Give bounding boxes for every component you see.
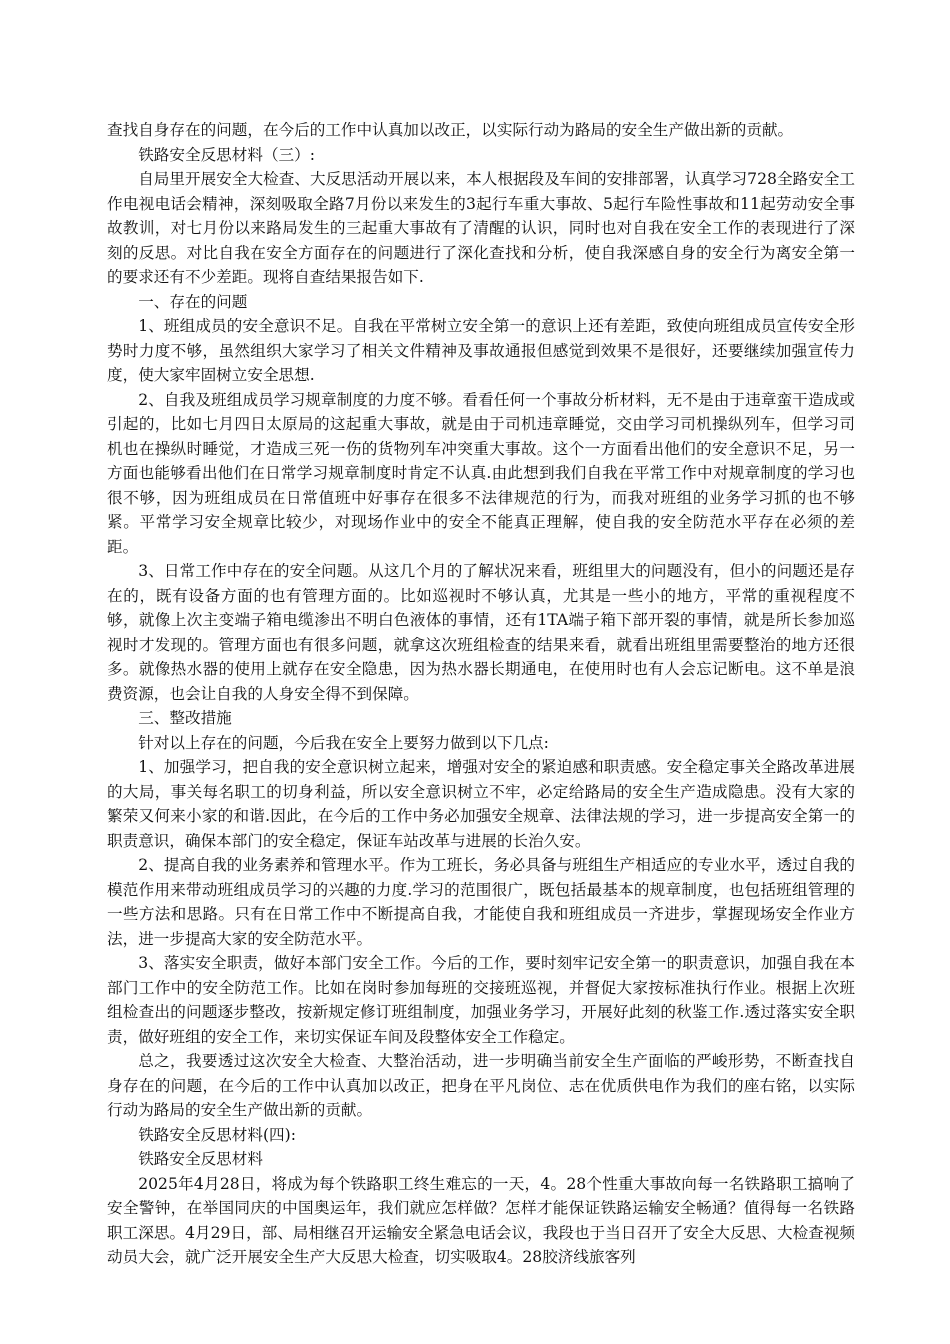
- paragraph-intro: 自局里开展安全大检查、大反思活动开展以来，本人根据段及车间的安排部署，认真学习728全路安全工作电视电话会精神，深刻吸取全路7月份以来发生的3起行车重大事故、5起行车险性事故和11起劳动安全事故教训，对七月份以来路局发生的三起重大事故有了清醒的认识，同时也对自我在安全工作的表现进行了深刻的反思。对比自我在安全方面存在的问题进行了深化查找和分析，使自我深感自身的安全行为离安全第一的要求还有不少差距。现将自查结果报告如下.: [107, 170, 855, 286]
- document-page: [107, 118, 855, 1270]
- paragraph-measure-1: 1、加强学习，把自我的安全意识树立起来，增强对安全的紧迫感和职责感。安全稳定事关全路改革进展的大局，事关每名职工的切身利益，所以安全意识树立不牢，必定给路局的安全生产造成隐患。没有大家的繁荣又何来小家的和谐.因此，在今后的工作中务必加强安全规章、法律法规的学习，进一步提高安全第一的职责意识，确保本部门的安全稳定，保证车站改革与进展的长治久安。: [107, 758, 855, 850]
- section-subtitle: 铁路安全反思材料: [138, 1150, 263, 1168]
- section-title-material-4: 铁路安全反思材料(四):: [138, 1125, 296, 1144]
- paragraph-april-28: 2025年4月28日，将成为每个铁路职工终生难忘的一天，4。28个性重大事故向每一名铁路职工搞响了安全警钟，在举国同庆的中国奥运年，我们就应怎样做？怎样才能保证铁路运输安全畅通？值得每一名铁路职工深思。4月29日，部、局相继召开运输安全紧急电话会议，我段也于当日召开了安全大反思、大检查视频动员大会，就广泛开展安全生产大反思大检查，切实吸取4。28胶济线旅客列: [107, 1174, 855, 1266]
- paragraph-conclusion: 总之，我要透过这次安全大检查、大整治活动，进一步明确当前安全生产面临的严峻形势，不断查找自身存在的问题，在今后的工作中认真加以改正，把身在平凡岗位、志在优质供电作为我们的座右铭，以实际行动为路局的安全生产做出新的贡献。: [107, 1052, 855, 1119]
- paragraph-problem-3: 3、日常工作中存在的安全问题。从这几个月的了解状况来看，班组里大的问题没有，但小的问题还是存在的，既有设备方面的也有管理方面的。比如巡视时不够认真，尤其是一些小的地方，平常的重视程度不够，就像上次主变端子箱电缆渗出不明白色液体的事情，还有1TA端子箱下部开裂的事情，就是所长参加巡视时才发现的。管理方面也有很多问题，就拿这次班组检查的结果来看，就看出班组里需要整治的地方还很多。就像热水器的使用上就存在安全隐患，因为热水器长期通电，在使用时也有人会忘记断电。这不单是浪费资源，也会让自我的人身安全得不到保障。: [107, 562, 855, 703]
- paragraph-measure-3: 3、落实安全职责，做好本部门安全工作。今后的工作，要时刻牢记安全第一的职责意识，加强自我在本部门工作中的安全防范工作。比如在岗时参加每班的交接班巡视，并督促大家按标准执行作业。根据上次班组检查出的问题逐步整改，按新规定修订班组制度，加强业务学习，开展好此刻的秋鉴工作.透过落实安全职责，做好班组的安全工作，来切实保证车间及段整体安全工作稳定。: [107, 954, 855, 1046]
- section-title-material-3: 铁路安全反思材料（三）:: [138, 145, 315, 164]
- heading-existing-problems: 一、存在的问题: [138, 292, 248, 311]
- paragraph-measures-intro: 针对以上存在的问题，今后我在安全上要努力做到以下几点:: [138, 733, 549, 752]
- heading-rectification-measures: 三、整改措施: [138, 709, 232, 727]
- paragraph-measure-2: 2、提高自我的业务素养和管理水平。作为工班长，务必具备与班组生产相适应的专业水平，透过自我的模范作用来带动班组成员学习的兴趣的力度.学习的范围很广，既包括最基本的规章制度，也包括班组管理的一些方法和思路。只有在日常工作中不断提高自我，才能使自我和班组成员一齐进步，掌握现场安全作业方法，进一步提高大家的安全防范水平。: [107, 856, 855, 948]
- paragraph-problem-2: 2、自我及班组成员学习规章制度的力度不够。看看任何一个事故分析材料，无不是由于违章蛮干造成或引起的，比如七月四日太原局的这起重大事故，就是由于司机违章睡觉，交由学习司机操纵列车，但学习司机也在操纵时睡觉，才造成三死一伤的货物列车冲突重大事故。这个一方面看出他们的安全意识不足，另一方面也能够看出他们在日常学习规章制度时肯定不认真.由此想到我们自我在平常工作中对规章制度的学习也很不够，因为班组成员在日常值班中好事存在很多不法律规范的行为，而我对班组的业务学习抓的也不够紧。平常学习安全规章比较少，对现场作业中的安全不能真正理解，使自我的安全防范水平存在必须的差距。: [107, 390, 855, 556]
- paragraph-problem-1: 1、班组成员的安全意识不足。自我在平常树立安全第一的意识上还有差距，致使向班组成员宣传安全形势时力度不够，虽然组织大家学习了相关文件精神及事故通报但感觉到效果不是很好，还要继续加强宣传力度，使大家牢固树立安全思想.: [107, 317, 855, 384]
- paragraph-continuation: 查找自身存在的问题，在今后的工作中认真加以改正，以实际行动为路局的安全生产做出新的贡献。: [107, 121, 794, 139]
